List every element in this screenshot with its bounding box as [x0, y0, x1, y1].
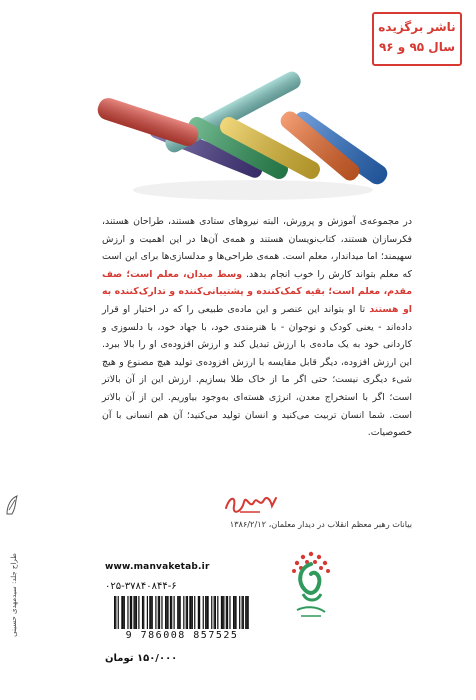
quote-text	[102, 213, 412, 442]
barcode-bar	[180, 596, 181, 632]
barcode-bar	[158, 596, 159, 632]
quote-highlight: وسط میدان، معلم است؛ صف مقدم، معلم است؛ بقیه کمک‌کننده و پشتیبانی‌کننده و تدارک‌کننده به او هستند	[102, 268, 412, 315]
cover-designer-text: طراح جلد: سید‌مهدی حسینی	[10, 553, 18, 637]
barcode-bar	[211, 596, 212, 632]
chalk-sticks-image	[88, 40, 398, 210]
badge-line-1: ناشر برگزیده	[378, 20, 456, 34]
barcode-bar	[152, 596, 153, 632]
barcode-bar	[205, 596, 206, 632]
barcode-bar	[118, 596, 119, 632]
barcode-bar	[143, 596, 144, 632]
barcode-bar	[166, 596, 167, 632]
feather-bird-logo-icon	[287, 546, 335, 626]
barcode-bar	[186, 596, 187, 632]
barcode-bar	[131, 596, 132, 632]
barcode-bar	[178, 596, 179, 632]
barcode-bar	[214, 596, 215, 632]
barcode-bar	[221, 596, 222, 632]
barcode-bar	[130, 596, 131, 632]
barcode-bar	[161, 596, 162, 632]
barcode-bar	[198, 596, 199, 632]
barcode-bar	[194, 596, 195, 632]
website-url: www.manvaketab.ir	[105, 562, 210, 572]
barcode-bar	[243, 596, 244, 632]
barcode-bar	[150, 596, 151, 632]
barcode-bar	[215, 596, 216, 632]
quote-part-2: تا او بتواند این عنصر و این ماده‌ی طبیعی را که در اختیار او قرار داده‌اند - یعنی کودک و نوجوان - با هنرمندی خود، با جهاد خود، با دلسوزی و کاردانی خود به یک ماده‌ی با ارزش تبدیل کند و ارزش افزوده‌ی او را بالا ببرد. این ارزش افزوده، دیگر قابل مقایسه با ارزش افزوده‌ی تولید هیچ مصنوع و هیچ شیء دیگری نیست؛ حتی اگر ما از خاک طلا بسازیم. ارزش این از آن بالاتر است؛ اگر با استخراج معدن، انرژی هسته‌ای به‌وجود بیاوریم. این از آن بالاتر است. شما انسان تربیت می‌کنید و انسان تولید می‌کنید؛ آن هم انسانی با آن خصوصیات.	[102, 303, 412, 439]
barcode-bar	[217, 596, 218, 632]
barcode-bar	[115, 596, 116, 632]
barcode-bar	[226, 596, 227, 632]
barcode-bar	[192, 596, 193, 632]
barcode-bar	[138, 596, 139, 632]
barcode-bar	[183, 596, 184, 632]
barcode-bar	[127, 596, 128, 632]
barcode-bar	[133, 596, 134, 632]
barcode-bar	[147, 596, 148, 632]
barcode-bar	[227, 596, 228, 632]
price-label: ۱۵۰/۰۰۰ تومان	[105, 653, 178, 664]
barcode-bar	[124, 596, 125, 632]
barcode-bar	[223, 596, 224, 632]
barcode-bar	[121, 596, 122, 632]
barcode-bar	[229, 596, 230, 632]
barcode-bar	[170, 596, 171, 632]
barcode-bar	[208, 596, 209, 632]
barcode-bar	[155, 596, 156, 632]
barcode-bar	[142, 596, 143, 632]
barcode-bar	[203, 596, 204, 632]
barcode-bar	[177, 596, 178, 632]
barcode-bar	[167, 596, 168, 632]
barcode-bar	[174, 596, 175, 632]
barcode-bar	[239, 596, 240, 632]
barcode-bar	[123, 596, 124, 632]
barcode-bar	[171, 596, 172, 632]
barcode-bar	[191, 596, 192, 632]
barcode-bar	[242, 596, 243, 632]
handwritten-signature-icon	[220, 488, 282, 518]
barcode-bar	[199, 596, 200, 632]
barcode-bar	[159, 596, 160, 632]
barcode-bar	[222, 596, 223, 632]
barcode-bar	[189, 596, 190, 632]
quote-attribution: بیانات رهبر معظم انقلاب در دیدار معلمان، ۱۳۸۶/۲/۱۲	[229, 519, 412, 529]
barcode-bar	[248, 596, 249, 632]
barcode-bar	[245, 596, 246, 632]
barcode-bar	[206, 596, 207, 632]
barcode-bar	[246, 596, 247, 632]
barcode-bar	[165, 596, 166, 632]
barcode-bar	[233, 596, 234, 632]
barcode-bar	[234, 596, 235, 632]
badge-line-2: سال ۹۵ و ۹۶	[378, 40, 456, 54]
barcode-bar	[114, 596, 115, 632]
barcode-bar	[149, 596, 150, 632]
phone-number: ۰۲۵-۳۷۸۴۰۸۴۴-۶	[105, 581, 177, 592]
barcode-bar	[235, 596, 236, 632]
barcode-bar	[135, 596, 136, 632]
quote-part-1: در مجموعه‌ی آموزش و پرورش، البته نیروهای ستادی هستند، طراحان هستند، فکرسازان هستند، کتاب‌نویسان هستند و همه‌ی آن‌ها در این اهمیت و ارزش سهیمند؛ اما میداندار، معلم است. همه‌ی طراحی‌ها و مدلسازی‌ها برای این است که معلم بتواند کارش را خوب انجام بدهد.	[102, 216, 412, 280]
isbn-digits: 9 786008 857525	[104, 629, 260, 643]
cover-designer-credit	[4, 500, 24, 690]
barcode-bar	[136, 596, 137, 632]
barcode-bar	[187, 596, 188, 632]
